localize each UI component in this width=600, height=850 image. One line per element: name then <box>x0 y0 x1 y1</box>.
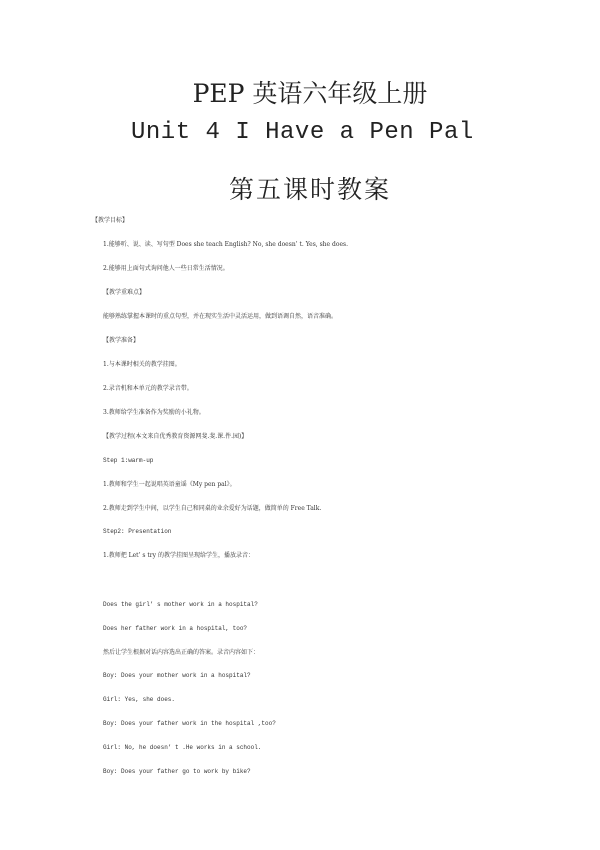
step1-item-2: 2.教师走到学生中间，以学生自己和同桌的业余爱好为话题，做简单的 Free Talk. <box>103 505 322 512</box>
instruction-text: 然后让学生根据对话内容选出正确的答案。录音内容如下： <box>103 649 260 656</box>
page-title: PEP 英语六年级上册 <box>192 79 428 108</box>
prep-3: 3.教师给学生准备作为奖励的小礼物。 <box>103 409 205 416</box>
prep-2: 2.录音机和本单元的教学录音带。 <box>103 385 193 392</box>
goal-1: 1.能够听、说、读、写句型 Does she teach English? No, she doesn’ t. Yes, she does. <box>103 241 348 248</box>
section-heading-prep: 【教学准备】 <box>103 337 140 344</box>
section-heading-keypoints: 【教学重难点】 <box>103 289 146 296</box>
step2-item-1: 1.教师把 Let’ s try 的教学挂图呈现给学生，播放录音： <box>103 552 254 559</box>
section-heading-goals: 【教学目标】 <box>92 217 129 224</box>
dialogue-line-5: Boy: Does your father go to work by bike? <box>103 768 251 775</box>
unit-title: Unit 4 I Have a Pen Pal <box>131 119 474 146</box>
keypoints-text: 能够熟练掌握本课时的重点句型，并在现实生活中灵活运用，做到语调自然，语音准确。 <box>103 313 338 320</box>
step2-title: Step2: Presentation <box>103 528 172 535</box>
dialogue-line-2: Girl: Yes, she does. <box>103 696 176 703</box>
question-2: Does her father work in a hospital, too? <box>103 625 248 632</box>
section-heading-process: 【教学过程(本文来自优秀教育资源网斐.斐.课.件.园)】 <box>103 433 248 440</box>
goal-2: 2.能够用上面句式询问他人一些日常生活情况。 <box>103 265 229 272</box>
step1-item-1: 1.教师和学生一起说唱英语童谣《My pen pal》。 <box>103 481 236 488</box>
lesson-title: 第五课时教案 <box>228 175 391 204</box>
dialogue-line-1: Boy: Does your mother work in a hospital? <box>103 672 251 679</box>
step1-title: Step 1:warm-up <box>103 457 154 464</box>
dialogue-line-3: Boy: Does your father work in the hospital ,too? <box>103 720 276 727</box>
prep-1: 1.与本课时相关的教学挂图。 <box>103 361 181 368</box>
question-1: Does the girl’ s mother work in a hospital? <box>103 601 258 608</box>
dialogue-line-4: Girl: No, he doesn’ t .He works in a school. <box>103 744 262 751</box>
